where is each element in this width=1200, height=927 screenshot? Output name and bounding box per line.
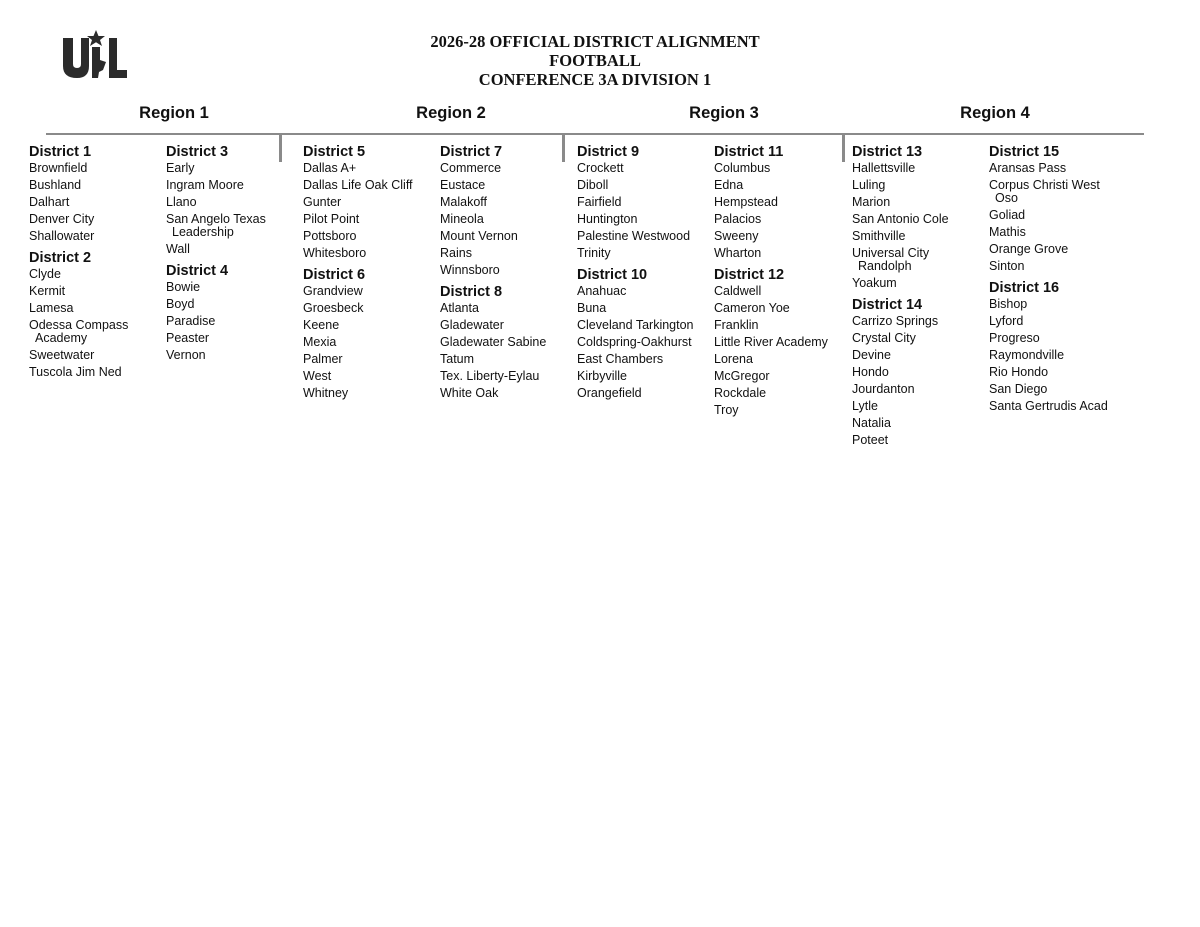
school-name-line: Rockdale [714, 386, 767, 400]
school-name [166, 281, 303, 294]
title-line: CONFERENCE 3A DIVISION 1 [478, 70, 712, 89]
school-name-line: Bowie [166, 280, 201, 294]
school-name-line: Bishop [989, 297, 1028, 311]
school-name-line: Grandview [303, 284, 363, 298]
school-name-continuation: Oso [995, 191, 1018, 205]
district-title: District 8 [440, 284, 503, 300]
document-title [0, 32, 1200, 89]
school-name-line: Trinity [577, 246, 611, 260]
district-block [29, 143, 166, 243]
school-name [166, 332, 303, 345]
school-name [303, 179, 440, 192]
district-block [303, 266, 440, 400]
district-column [989, 143, 1126, 419]
school-name-line: Diboll [577, 178, 609, 192]
school-name [29, 268, 166, 281]
school-name [440, 302, 577, 315]
district-column [303, 143, 440, 406]
school-name-line: Orange Grove [989, 242, 1069, 256]
school-name [989, 179, 1126, 205]
school-name-line: Clyde [29, 267, 61, 281]
school-name-line: Hallettsville [852, 161, 916, 175]
school-name-line: Malakoff [440, 195, 488, 209]
school-name-line: Tuscola Jim Ned [29, 365, 122, 379]
school-name [440, 319, 577, 332]
school-name-line: Jourdanton [852, 382, 915, 396]
school-name [714, 319, 851, 332]
school-name [852, 332, 989, 345]
school-name-line: Aransas Pass [989, 161, 1067, 175]
district-title: District 5 [303, 144, 366, 160]
district-block [577, 266, 714, 400]
school-name-line: Tatum [440, 352, 475, 366]
school-name-line: Pilot Point [303, 212, 360, 226]
district-column [440, 143, 577, 406]
district-block [440, 283, 577, 400]
school-name [440, 336, 577, 349]
school-name [577, 319, 714, 332]
district-block [989, 279, 1126, 413]
school-name [714, 404, 851, 417]
school-name [166, 179, 303, 192]
district-block [714, 266, 851, 417]
school-name-line: Troy [714, 403, 739, 417]
school-name [577, 230, 714, 243]
school-name [440, 179, 577, 192]
school-name-line: Progreso [989, 331, 1040, 345]
school-name-line: San Diego [989, 382, 1048, 396]
district-block [852, 296, 989, 447]
school-name [714, 247, 851, 260]
school-name-line: Atlanta [440, 301, 479, 315]
school-name-line: Luling [852, 178, 886, 192]
school-name-line: Lytle [852, 399, 878, 413]
school-name-line: Gladewater Sabine [440, 335, 547, 349]
school-name-line: Kermit [29, 284, 66, 298]
school-name [714, 387, 851, 400]
school-name [29, 319, 166, 345]
school-name-line: Franklin [714, 318, 759, 332]
school-name-line: Commerce [440, 161, 502, 175]
school-name [577, 196, 714, 209]
school-name-line: Natalia [852, 416, 891, 430]
school-name [577, 179, 714, 192]
school-name-line: Coldspring-Oakhurst [577, 335, 692, 349]
school-name [852, 213, 989, 226]
school-name [29, 366, 166, 379]
school-name [166, 349, 303, 362]
district-column [852, 143, 989, 453]
school-name [303, 162, 440, 175]
district-title: District 3 [166, 144, 229, 160]
school-name-line: Eustace [440, 178, 486, 192]
school-name [852, 434, 989, 447]
region-label: Region 3 [689, 104, 759, 122]
school-name-line: Mineola [440, 212, 484, 226]
school-name-line: Columbus [714, 161, 771, 175]
school-name-line: Mexia [303, 335, 337, 349]
school-name [440, 162, 577, 175]
school-name [303, 302, 440, 315]
district-title: District 1 [29, 144, 92, 160]
school-name [166, 298, 303, 311]
school-name-line: Cleveland Tarkington [577, 318, 694, 332]
district-column [166, 143, 303, 368]
school-name [303, 196, 440, 209]
school-name [29, 349, 166, 362]
school-name [989, 332, 1126, 345]
school-name [303, 285, 440, 298]
district-title: District 16 [989, 280, 1060, 296]
school-name [29, 302, 166, 315]
school-name [852, 366, 989, 379]
school-name [166, 213, 303, 239]
school-name [714, 285, 851, 298]
school-name-line: Vernon [166, 348, 206, 362]
school-name [714, 213, 851, 226]
school-name [852, 247, 989, 273]
region-label: Region 1 [139, 104, 209, 122]
school-name-line: Sinton [989, 259, 1025, 273]
school-name [989, 298, 1126, 311]
school-name [29, 162, 166, 175]
school-name [440, 213, 577, 226]
school-name-line: Whitney [303, 386, 349, 400]
school-name-line: East Chambers [577, 352, 664, 366]
school-name-line: Palacios [714, 212, 762, 226]
school-name-line: Keene [303, 318, 340, 332]
school-name [303, 213, 440, 226]
school-name-line: Wharton [714, 246, 762, 260]
school-name [989, 209, 1126, 222]
school-name-line: Smithville [852, 229, 906, 243]
school-name [166, 196, 303, 209]
school-name-line: Universal City [852, 246, 930, 260]
district-title: District 7 [440, 144, 503, 160]
school-name [714, 302, 851, 315]
school-name-line: Boyd [166, 297, 195, 311]
district-title: District 10 [577, 267, 648, 283]
school-name [852, 230, 989, 243]
district-column [714, 143, 851, 423]
school-name [989, 383, 1126, 396]
school-name [989, 315, 1126, 328]
school-name-line: Santa Gertrudis Acad [989, 399, 1108, 413]
school-name-line: San Angelo Texas [166, 212, 266, 226]
school-name-line: Odessa Compass [29, 318, 129, 332]
school-name [303, 336, 440, 349]
region-label: Region 2 [416, 104, 486, 122]
district-title: District 13 [852, 144, 923, 160]
school-name-line: Yoakum [852, 276, 897, 290]
school-name [29, 213, 166, 226]
school-name-line: Rains [440, 246, 472, 260]
school-name [29, 285, 166, 298]
school-name-line: Mount Vernon [440, 229, 518, 243]
school-name [577, 302, 714, 315]
school-name-line: Lyford [989, 314, 1024, 328]
school-name [440, 353, 577, 366]
school-name [303, 319, 440, 332]
school-name [577, 336, 714, 349]
school-name-line: Gladewater [440, 318, 504, 332]
school-name-line: Carrizo Springs [852, 314, 939, 328]
school-name [577, 285, 714, 298]
school-name-continuation: Academy [35, 331, 88, 345]
school-name-line: Mathis [989, 225, 1026, 239]
school-name-line: Fairfield [577, 195, 622, 209]
district-title: District 12 [714, 267, 785, 283]
school-name-line: Marion [852, 195, 891, 209]
school-name-line: Whitesboro [303, 246, 367, 260]
school-name [440, 370, 577, 383]
school-name-line: Groesbeck [303, 301, 364, 315]
district-block [166, 143, 303, 256]
school-name-line: Wall [166, 242, 190, 256]
school-name [440, 230, 577, 243]
district-block [166, 262, 303, 362]
district-title: District 2 [29, 250, 92, 266]
district-title: District 14 [852, 297, 923, 313]
school-name-line: Brownfield [29, 161, 88, 175]
school-name [166, 243, 303, 256]
school-name-line: Crockett [577, 161, 624, 175]
school-name [166, 315, 303, 328]
school-name-line: White Oak [440, 386, 499, 400]
school-name-line: Paradise [166, 314, 216, 328]
school-name [440, 387, 577, 400]
school-name [714, 336, 851, 349]
district-title: District 9 [577, 144, 640, 160]
school-name [303, 230, 440, 243]
school-name [852, 315, 989, 328]
school-name-line: Goliad [989, 208, 1026, 222]
school-name [989, 260, 1126, 273]
school-name [577, 213, 714, 226]
school-name-line: Cameron Yoe [714, 301, 790, 315]
school-name [852, 400, 989, 413]
region-label: Region 4 [960, 104, 1030, 122]
school-name-line: Ingram Moore [166, 178, 244, 192]
school-name-line: Dallas A+ [303, 161, 357, 175]
school-name-line: McGregor [714, 369, 770, 383]
school-name [852, 277, 989, 290]
school-name-line: Devine [852, 348, 891, 362]
school-name-line: Kirbyville [577, 369, 628, 383]
school-name [577, 247, 714, 260]
school-name [989, 162, 1126, 175]
school-name [989, 226, 1126, 239]
school-name-line: Denver City [29, 212, 95, 226]
school-name [440, 247, 577, 260]
school-name-line: Llano [166, 195, 197, 209]
school-name [714, 353, 851, 366]
school-name [166, 162, 303, 175]
school-name-line: Corpus Christi West [989, 178, 1100, 192]
school-name [577, 387, 714, 400]
district-column [577, 143, 714, 406]
district-block [29, 249, 166, 379]
district-title: District 4 [166, 263, 229, 279]
school-name-line: Palmer [303, 352, 343, 366]
school-name-line: Winnsboro [440, 263, 500, 277]
title-line: 2026-28 OFFICIAL DISTRICT ALIGNMENT [430, 32, 760, 51]
school-name-line: Sweetwater [29, 348, 95, 362]
school-name [303, 370, 440, 383]
district-block [989, 143, 1126, 273]
district-title: District 6 [303, 267, 366, 283]
school-name [852, 179, 989, 192]
school-name-line: Lorena [714, 352, 753, 366]
district-block [577, 143, 714, 260]
school-name [989, 349, 1126, 362]
district-column [29, 143, 166, 385]
school-name-line: Dalhart [29, 195, 70, 209]
district-block [852, 143, 989, 290]
school-name [577, 370, 714, 383]
school-name [989, 243, 1126, 256]
school-name [989, 400, 1126, 413]
district-block [303, 143, 440, 260]
school-name-line: Rio Hondo [989, 365, 1049, 379]
school-name-line: Raymondville [989, 348, 1065, 362]
school-name [29, 179, 166, 192]
school-name-line: San Antonio Cole [852, 212, 949, 226]
school-name [440, 196, 577, 209]
school-name [714, 370, 851, 383]
school-name-line: Gunter [303, 195, 342, 209]
school-name-line: Hempstead [714, 195, 778, 209]
school-name-line: Early [166, 161, 195, 175]
school-name [303, 247, 440, 260]
school-name [29, 230, 166, 243]
school-name [852, 383, 989, 396]
school-name [714, 162, 851, 175]
school-name [852, 162, 989, 175]
school-name [714, 179, 851, 192]
school-name [989, 366, 1126, 379]
school-name [577, 353, 714, 366]
school-name-line: Lamesa [29, 301, 74, 315]
school-name-continuation: Leadership [172, 225, 234, 239]
district-title: District 11 [714, 144, 784, 160]
school-name-line: Orangefield [577, 386, 642, 400]
school-name-line: Tex. Liberty-Eylau [440, 369, 540, 383]
school-name-line: Pottsboro [303, 229, 357, 243]
school-name-line: Peaster [166, 331, 210, 345]
school-name-line: Poteet [852, 433, 889, 447]
school-name [852, 417, 989, 430]
school-name-line: Edna [714, 178, 744, 192]
school-name [714, 196, 851, 209]
school-name-line: Hondo [852, 365, 889, 379]
school-name-line: Buna [577, 301, 607, 315]
header-divider [46, 133, 1144, 135]
school-name [577, 162, 714, 175]
school-name-line: Bushland [29, 178, 82, 192]
school-name-line: Sweeny [714, 229, 759, 243]
school-name-continuation: Randolph [858, 259, 912, 273]
school-name [303, 387, 440, 400]
school-name-line: Dallas Life Oak Cliff [303, 178, 413, 192]
school-name [714, 230, 851, 243]
school-name-line: Crystal City [852, 331, 916, 345]
district-block [440, 143, 577, 277]
school-name [852, 349, 989, 362]
school-name [852, 196, 989, 209]
school-name [29, 196, 166, 209]
school-name-line: Shallowater [29, 229, 95, 243]
school-name-line: Huntington [577, 212, 638, 226]
school-name-line: Palestine Westwood [577, 229, 691, 243]
school-name [440, 264, 577, 277]
school-name-line: West [303, 369, 332, 383]
school-name-line: Anahuac [577, 284, 627, 298]
district-title: District 15 [989, 144, 1060, 160]
school-name [303, 353, 440, 366]
school-name-line: Caldwell [714, 284, 762, 298]
district-block [714, 143, 851, 260]
school-name-line: Little River Academy [714, 335, 828, 349]
title-line: FOOTBALL [549, 51, 641, 70]
